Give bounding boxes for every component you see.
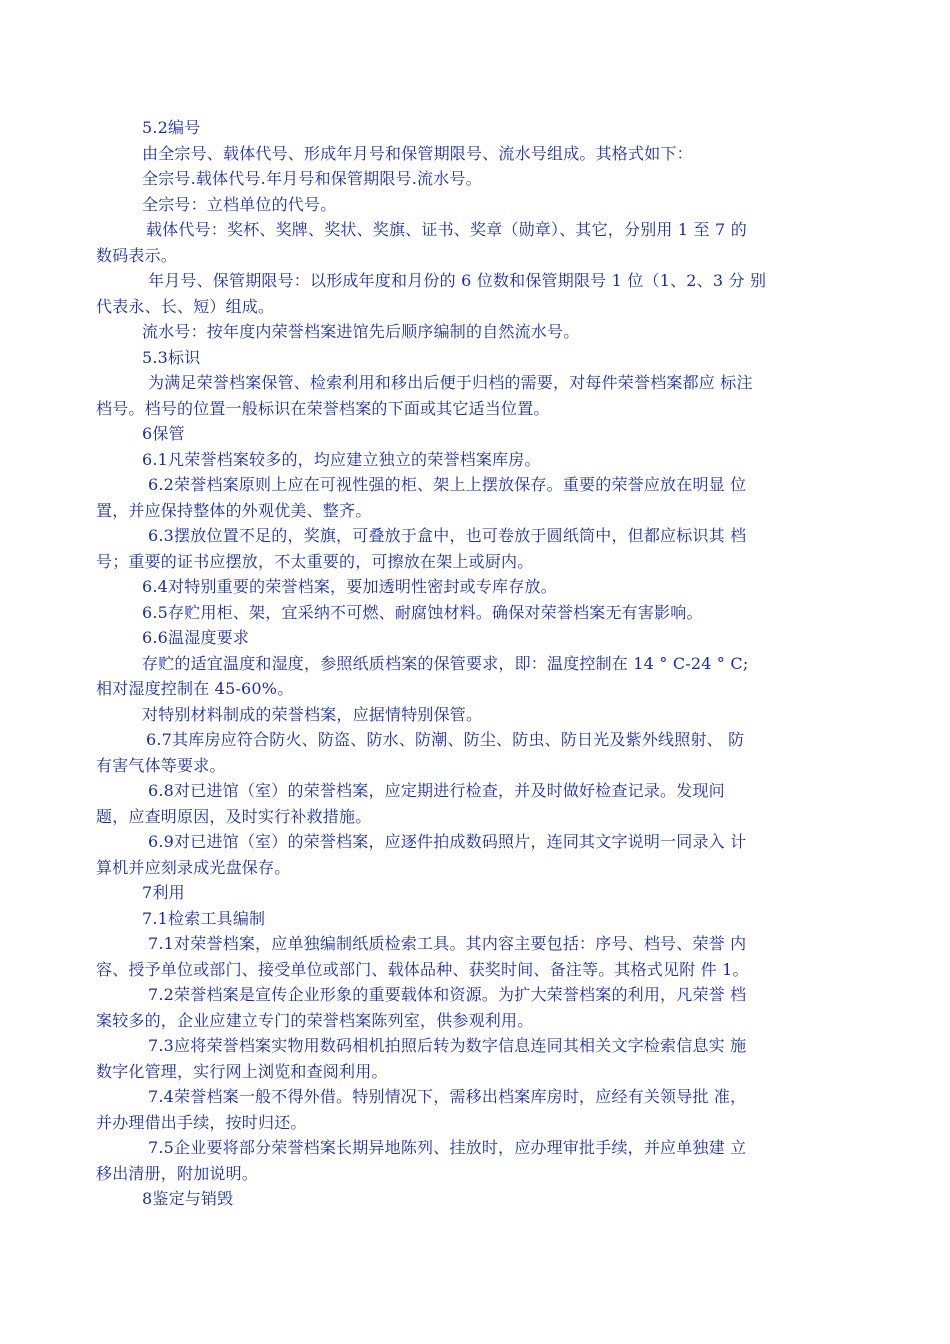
- paragraph-line: 并办理借出手续，按时归还。: [96, 1112, 307, 1132]
- heading-7: 7利用: [142, 883, 185, 902]
- paragraph-line: 全宗号.载体代号.年月号和保管期限号.流水号。: [142, 169, 482, 188]
- paragraph-line: 档号。档号的位置一般标识在荣誉档案的下面或其它适当位置。: [96, 398, 550, 418]
- paragraph-line: 7.5企业要将部分荣誉档案长期异地陈列、挂放时，应办理审批手续，并应单独建 立: [148, 1138, 747, 1157]
- paragraph-line: 题，应查明原因，及时实行补救措施。: [96, 806, 372, 826]
- paragraph-line: 置，并应保持整体的外观优美、整齐。: [96, 500, 372, 520]
- paragraph-line: 6.8对已进馆（室）的荣誉档案，应定期进行检查，并及时做好检查记录。发现问: [148, 781, 725, 800]
- paragraph-line: 流水号：按年度内荣誉档案进馆先后顺序编制的自然流水号。: [142, 322, 580, 341]
- paragraph-line: 数码表示。: [96, 245, 178, 265]
- document-body: [96, 115, 838, 1212]
- paragraph-line: 6.2荣誉档案原则上应在可视性强的柜、架上上摆放保存。重要的荣誉应放在明显 位: [148, 475, 747, 494]
- paragraph-line: 号；重要的证书应摆放，不太重要的，可擦放在架上或厨内。: [96, 551, 534, 571]
- paragraph-line: 7.3应将荣誉档案实物用数码相机拍照后转为数字信息连同其相关文字检索信息实 施: [148, 1036, 747, 1055]
- paragraph-line: 容、授予单位或部门、接受单位或部门、载体品种、获奖时间、备注等。其格式见附 件 1。: [96, 959, 749, 979]
- heading-6-6: 6.6温湿度要求: [142, 628, 250, 647]
- paragraph-line: 算机并应刻录成光盘保存。: [96, 857, 291, 877]
- paragraph-line: 全宗号：立档单位的代号。: [142, 194, 337, 214]
- paragraph-line: 7.2荣誉档案是宣传企业形象的重要载体和资源。为扩大荣誉档案的利用，凡荣誉 档: [148, 985, 747, 1004]
- paragraph-line: 为满足荣誉档案保管、检索利用和移出后便于归档的需要，对每件荣誉档案都应 标注: [148, 373, 753, 392]
- paragraph-line: 7.1对荣誉档案，应单独编制纸质检索工具。其内容主要包括：序号、档号、荣誉 内: [148, 934, 747, 953]
- paragraph-line: 移出清册，附加说明。: [96, 1163, 259, 1183]
- paragraph-line: 6.3摆放位置不足的，奖旗，可叠放于盒中，也可卷放于圆纸筒中，但都应标识其 档: [148, 526, 747, 545]
- paragraph-line: 7.4荣誉档案一般不得外借。特别情况下，需移出档案库房时，应经有关领导批 准，: [148, 1087, 747, 1106]
- heading-6: 6保管: [142, 424, 185, 443]
- heading-8: 8鉴定与销毁: [142, 1189, 234, 1208]
- paragraph-line: 6.4对特别重要的荣誉档案，要加透明性密封或专库存放。: [142, 577, 557, 596]
- paragraph-line: 对特别材料制成的荣誉档案，应据情特别保管。: [142, 704, 483, 724]
- paragraph-line: 由全宗号、载体代号、形成年月号和保管期限号、流水号组成。其格式如下：: [142, 143, 693, 163]
- paragraph-line: 6.5存贮用柜、架，宜采纳不可燃、耐腐蚀材料。确保对荣誉档案无有害影响。: [142, 602, 703, 622]
- heading-7-1: 7.1检索工具编制: [142, 908, 266, 928]
- heading-5-2: 5.2编号: [142, 118, 201, 137]
- paragraph-line: 存贮的适宜温度和湿度，参照纸质档案的保管要求，即：温度控制在 14 ° C-24 ° C;: [142, 653, 749, 673]
- paragraph-line: 6.7其库房应符合防火、防盗、防水、防潮、防尘、防虫、防日光及紫外线照射、 防: [146, 730, 745, 749]
- paragraph-line: 案较多的，企业应建立专门的荣誉档案陈列室，供参观利用。: [96, 1010, 534, 1030]
- paragraph-line: 有害气体等要求。: [96, 755, 226, 775]
- paragraph-line: 代表永、长、短）组成。: [96, 296, 275, 316]
- paragraph-line: 6.1凡荣誉档案较多的，均应建立独立的荣誉档案库房。: [142, 449, 541, 469]
- paragraph-line: 年月号、保管期限号：以形成年度和月份的 6 位数和保管期限号 1 位（1、2、3 分 别: [148, 271, 767, 290]
- paragraph-line: 数字化管理，实行网上浏览和查阅利用。: [96, 1061, 388, 1081]
- paragraph-line: 6.9对已进馆（室）的荣誉档案，应逐件拍成数码照片，连同其文字说明一同录入 计: [148, 832, 747, 851]
- heading-5-3: 5.3标识: [142, 347, 201, 367]
- paragraph-line: 载体代号：奖杯、奖牌、奖状、奖旗、证书、奖章（勋章）、其它，分别用 1 至 7 的: [146, 220, 747, 239]
- paragraph-line: 相对湿度控制在 45-60%。: [96, 679, 294, 698]
